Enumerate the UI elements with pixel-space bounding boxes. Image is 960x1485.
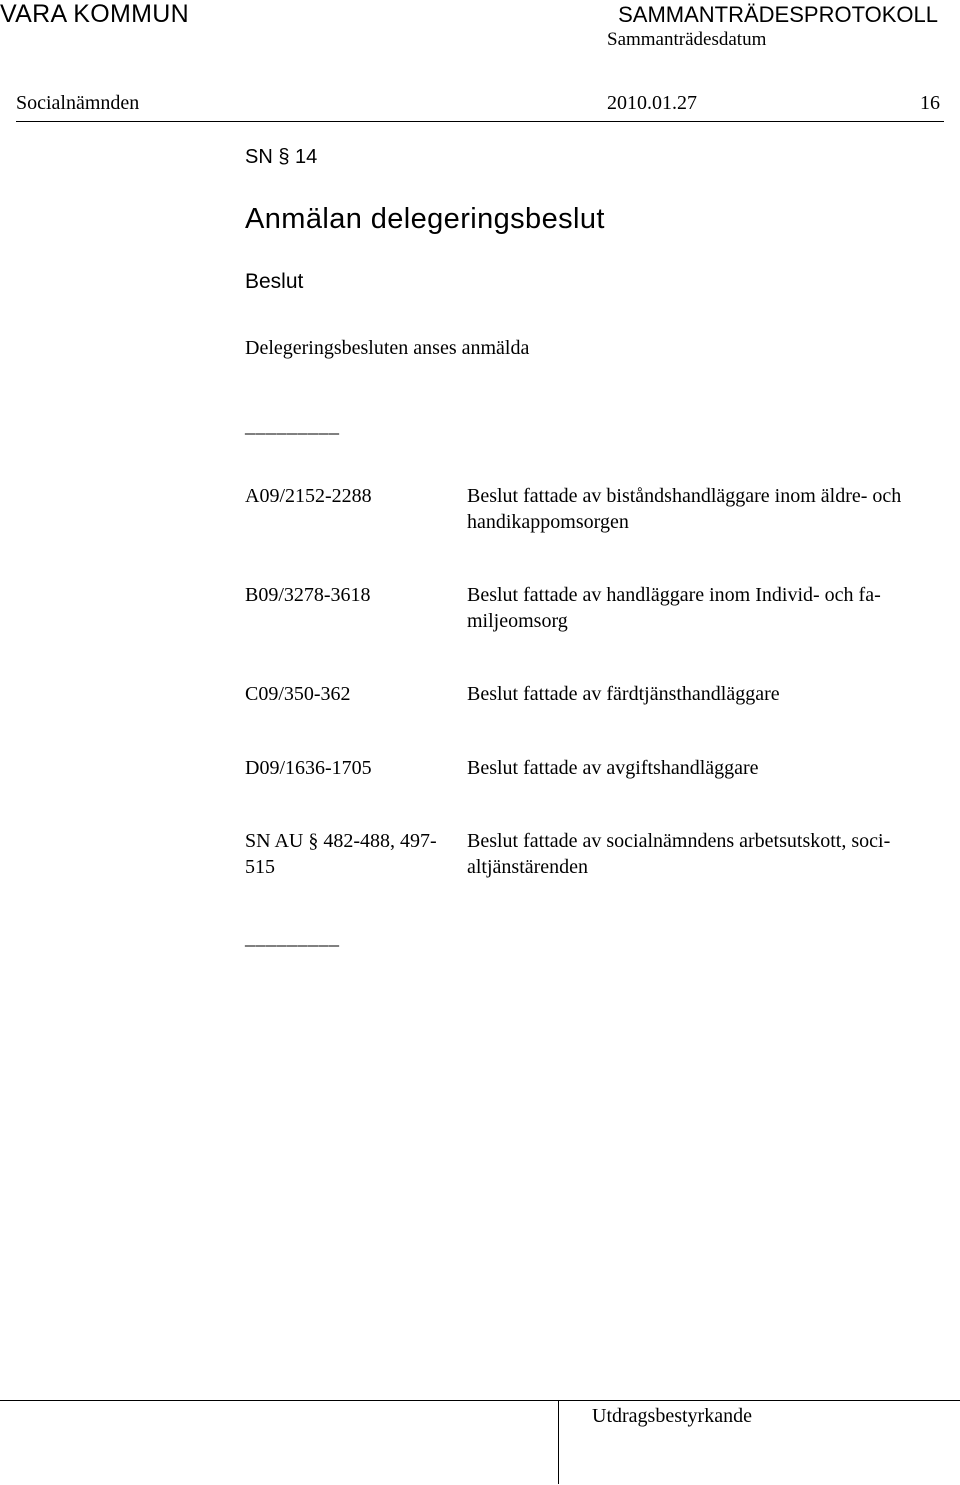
item-description: handikappomsorgen <box>467 511 629 533</box>
item-description: Beslut fattade av färdtjänsthandläggare <box>467 683 780 705</box>
separator-line: _________ <box>245 927 340 949</box>
item-code: 515 <box>245 856 275 878</box>
footer-divider <box>0 1400 960 1401</box>
document-type: SAMMANTRÄDESPROTOKOLL <box>618 2 938 27</box>
header-divider <box>16 121 944 122</box>
item-description: Beslut fattade av biståndshandläggare inom äldre- och <box>467 485 902 507</box>
item-code: B09/3278-3618 <box>245 584 371 606</box>
paragraph-reference: SN § 14 <box>245 146 318 168</box>
item-description: altjänstärenden <box>467 856 589 878</box>
committee-name: Socialnämnden <box>16 92 140 114</box>
item-description: Beslut fattade av handläggare inom Individ- och fa- <box>467 584 881 606</box>
separator-line: _________ <box>245 415 340 437</box>
section-heading: Anmälan delegeringsbeslut <box>245 203 605 235</box>
decision-label: Beslut <box>245 270 304 293</box>
item-description: Beslut fattade av socialnämndens arbetsutskott, soci- <box>467 830 891 852</box>
item-description: miljeomsorg <box>467 610 568 632</box>
footer-column-divider <box>558 1400 559 1484</box>
item-code: A09/2152-2288 <box>245 485 372 507</box>
organization-name: VARA KOMMUN <box>0 0 189 28</box>
meeting-date: 2010.01.27 <box>607 92 697 114</box>
decision-text: Delegeringsbesluten anses anmälda <box>245 337 530 359</box>
meeting-date-label: Sammanträdesdatum <box>607 29 767 50</box>
page-number: 16 <box>920 92 940 114</box>
item-code: SN AU § 482-488, 497- <box>245 830 437 852</box>
certification-label: Utdragsbestyrkande <box>592 1405 752 1427</box>
item-code: D09/1636-1705 <box>245 757 372 779</box>
item-code: C09/350-362 <box>245 683 351 705</box>
item-description: Beslut fattade av avgiftshandläggare <box>467 757 759 779</box>
